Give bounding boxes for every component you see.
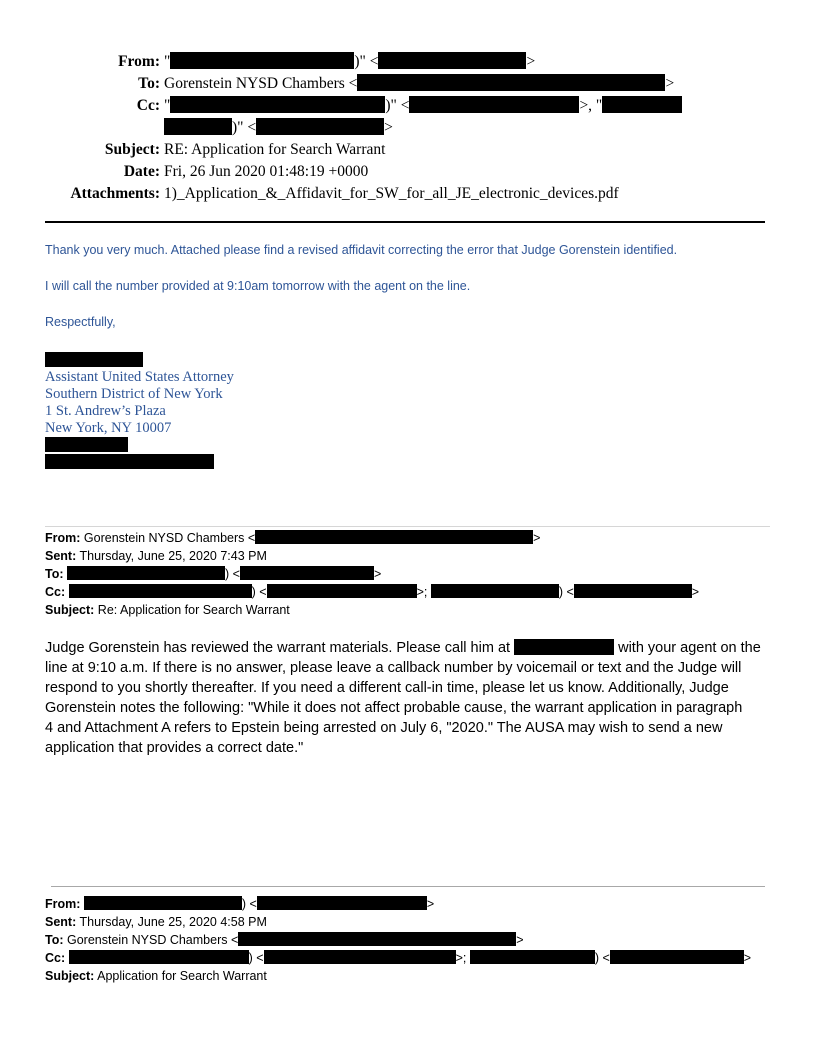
redaction	[255, 530, 533, 544]
subject-value: RE: Application for Search Warrant	[164, 141, 386, 158]
cc-label: Cc:	[136, 97, 160, 114]
message2-subject: Subject: Re: Application for Search Warrant	[45, 603, 290, 617]
header-subject-row	[0, 139, 816, 161]
redaction	[170, 52, 354, 69]
attachments-label: Attachments:	[70, 185, 160, 202]
redaction	[431, 584, 559, 598]
signature-office: Southern District of New York	[45, 386, 223, 402]
redaction	[470, 950, 595, 964]
to-label: To:	[138, 75, 160, 92]
redaction	[514, 639, 614, 655]
subject-label: Subject:	[104, 141, 160, 158]
attachment-link[interactable]: 1)_Application_&_Affidavit_for_SW_for_all_JE_electronic_devices.pdf	[164, 185, 619, 202]
redaction	[69, 950, 249, 964]
header-to-row: To: Gorenstein NYSD Chambers < >	[0, 73, 816, 95]
redaction	[610, 950, 744, 964]
reply-line: Thank you very much. Attached please find a revised affidavit correcting the error that Judge Gorenstein identified.	[45, 243, 678, 257]
message-divider	[51, 886, 765, 887]
message-divider	[45, 526, 770, 527]
signature-city: New York, NY 10007	[45, 420, 172, 436]
redaction	[240, 566, 374, 580]
reply-line: I will call the number provided at 9:10am tomorrow with the agent on the line.	[45, 279, 471, 293]
to-value: Gorenstein NYSD Chambers <	[164, 75, 358, 92]
message2-header	[45, 529, 699, 619]
from-label: From:	[118, 53, 160, 70]
reply-closing: Respectfully,	[45, 315, 116, 329]
header-cc-row: Cc: " )" < >, "	[0, 95, 816, 117]
redaction	[170, 96, 385, 113]
redaction	[264, 950, 456, 964]
signature-address: 1 St. Andrew’s Plaza	[45, 403, 166, 419]
message2-cc: Cc: ) < >; ) < >	[45, 585, 700, 599]
redaction	[84, 896, 242, 910]
redaction	[164, 118, 232, 135]
redaction	[238, 932, 516, 946]
redaction	[256, 118, 384, 135]
header-attachments-row	[0, 183, 816, 205]
message3-header	[45, 895, 751, 985]
message3-subject: Subject: Application for Search Warrant	[45, 969, 267, 983]
message2-sent: Sent: Thursday, June 25, 2020 7:43 PM	[45, 549, 267, 563]
header-cc-row-2: )" < >	[0, 117, 816, 139]
redaction	[45, 352, 143, 367]
redaction	[357, 74, 665, 91]
redaction	[574, 584, 692, 598]
redaction	[409, 96, 579, 113]
redaction	[45, 454, 214, 469]
redaction	[67, 566, 225, 580]
redaction	[267, 584, 417, 598]
redaction	[69, 584, 252, 598]
message2-from: From: Gorenstein NYSD Chambers < >	[45, 531, 541, 545]
date-label: Date:	[123, 163, 160, 180]
email-header	[0, 51, 816, 205]
message3-cc: Cc: ) < >; ) < >	[45, 951, 752, 965]
redaction	[602, 96, 682, 113]
message3-to: To: Gorenstein NYSD Chambers < >	[45, 933, 524, 947]
message2-body: Judge Gorenstein has reviewed the warrant materials. Please call him at with your agent on the line at 9:10 a.m. If there is no answer, please leave a callback number by voicemail or text and the Judge will respond to you shortly thereafter. If you need a different call-in time, please let us know. Additionally, Judge Gorenstein notes the following: "While it does not affect probable cause, the warrant application in paragraph 4 and Attachment A refers to Epstein being arrested on July 6, "2020." The AUSA may wish to send a new application that provides a correct date."	[45, 640, 761, 756]
header-from-row: From: " )" < >	[0, 51, 816, 73]
message3-sent: Sent: Thursday, June 25, 2020 4:58 PM	[45, 915, 267, 929]
message2-to: To: ) < >	[45, 567, 382, 581]
redaction	[378, 52, 526, 69]
signature-title: Assistant United States Attorney	[45, 369, 234, 385]
message3-from: From: ) < >	[45, 897, 435, 911]
redaction	[45, 437, 128, 452]
date-value: Fri, 26 Jun 2020 01:48:19 +0000	[164, 163, 369, 180]
header-date-row	[0, 161, 816, 183]
header-divider	[45, 221, 765, 223]
signature-block	[45, 352, 234, 471]
redaction	[257, 896, 427, 910]
